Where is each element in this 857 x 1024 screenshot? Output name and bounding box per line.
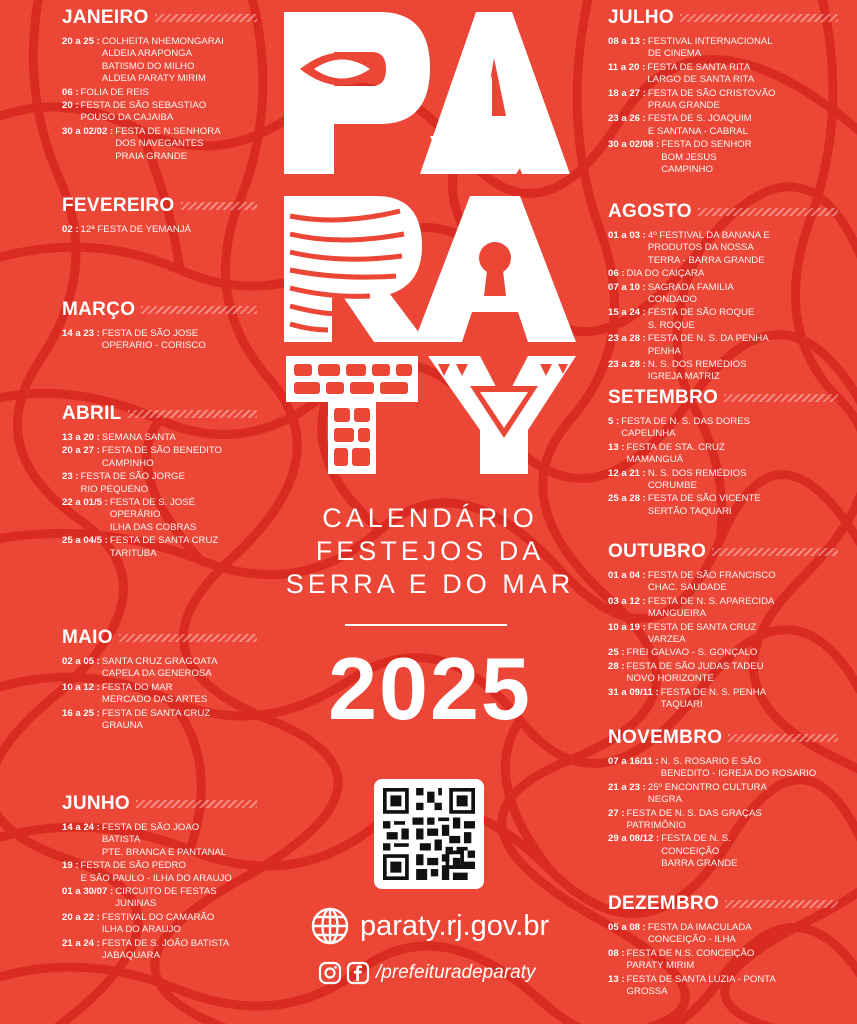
event-date: 5 :	[608, 416, 620, 427]
month-title-decoration	[136, 800, 257, 808]
event-date: 18 a 27 :	[608, 87, 646, 99]
event-item	[608, 622, 848, 647]
headline-line-1: CALENDÁRIO	[322, 503, 538, 533]
month-title	[608, 200, 848, 224]
event-date: 03 a 12 :	[608, 595, 646, 607]
event-item	[608, 661, 848, 686]
event-name: FESTA DE SÃO BENEDITO CAMPINHO	[101, 445, 223, 469]
event-name: FESTA DE N.SENHORA DOS NAVEGANTES PRAIA GRANDE	[115, 125, 221, 162]
event-date: 20 a 27 :	[62, 445, 100, 457]
event-list	[62, 224, 267, 236]
month-name: NOVEMBRO	[608, 727, 723, 748]
event-item	[62, 822, 267, 859]
event-date: 02 :	[62, 224, 79, 235]
event-item	[608, 833, 848, 870]
month-janeiro	[62, 6, 267, 164]
event-date: 22 a 01/5 :	[62, 497, 108, 509]
event-date: 14 a 24 :	[62, 822, 100, 833]
event-item	[62, 432, 267, 444]
event-name: FESTA DO MAR MERCADO DAS ARTES	[101, 681, 208, 706]
event-date: 16 a 25 :	[62, 707, 100, 719]
event-date: 27 :	[608, 807, 625, 819]
event-name: 12ª FESTA DE YEMANJÁ	[80, 224, 191, 235]
event-item	[608, 596, 848, 621]
event-date: 15 a 24 :	[608, 307, 646, 319]
event-list	[62, 328, 267, 353]
month-julho	[608, 6, 848, 177]
month-name: JANEIRO	[62, 7, 149, 28]
event-name: FESTA DE SANTA CRUZ VARZEA	[647, 621, 757, 646]
month-title	[608, 726, 848, 750]
event-list	[608, 570, 848, 711]
divider-line	[345, 624, 507, 626]
event-name: FOLIA DE REIS	[80, 86, 149, 98]
qr-code-icon	[383, 788, 475, 880]
headline-line-3: SERRA E DO MAR	[285, 569, 575, 599]
month-junho	[62, 792, 267, 963]
event-name: FESTA DE SÃO SEBASTIAO POUSO DA CAJAIBA	[80, 100, 207, 124]
event-name: FESTA DE S. JOAQUIM E SANTANA - CABRAL	[647, 113, 752, 137]
month-title-decoration	[155, 14, 257, 22]
event-list	[608, 756, 848, 871]
social-handle[interactable]: /prefeituradeparaty	[376, 962, 536, 983]
event-item	[62, 912, 267, 937]
event-name: FREI GALVAO - S. GONÇALO	[626, 647, 758, 659]
event-item	[608, 647, 848, 659]
calendar-headline	[280, 502, 580, 601]
headline-line-2: FESTEJOS DA	[315, 536, 545, 566]
month-title	[62, 792, 267, 816]
event-name: 25º ENCONTRO CULTURA NEGRA	[647, 781, 767, 806]
event-date: 07 a 10 :	[608, 281, 646, 293]
month-name: MARÇO	[62, 299, 136, 320]
event-item	[608, 974, 848, 999]
month-fevereiro	[62, 194, 267, 237]
event-date: 10 a 12 :	[62, 681, 100, 693]
event-name: DIA DO CAIÇARA	[626, 268, 705, 280]
event-list	[62, 36, 267, 163]
event-date: 23 :	[62, 471, 79, 483]
event-name: COLHEITA NHEMONGARAI ALDEIA ARAPONGA BATISMO DO MILHO ALDEIA PARATY MIRIM	[101, 36, 224, 85]
month-março	[62, 298, 267, 354]
event-item	[608, 139, 848, 176]
event-date: 13 :	[608, 441, 625, 453]
event-item	[608, 442, 848, 467]
month-title-decoration	[141, 306, 257, 314]
event-date: 30 a 02/08 :	[608, 139, 660, 151]
event-name: FESTA DE SÃO JOSE OPERARIO - CORISCO	[101, 328, 206, 352]
event-name: FESTA DE N. S. CONCEIÇÃO BARRA GRANDE	[661, 833, 738, 870]
event-date: 06 :	[62, 86, 79, 98]
month-outubro	[608, 540, 848, 712]
event-date: 23 a 26 :	[608, 113, 646, 125]
month-name: ABRIL	[62, 403, 122, 424]
event-list	[62, 656, 267, 732]
event-date: 13 a 20 :	[62, 432, 100, 443]
event-item	[608, 756, 848, 781]
event-name: FESTA DE N.S. CONCEIÇÃO PARATY MIRIM	[626, 947, 755, 972]
month-title	[62, 626, 267, 650]
event-name: FESTA DE SÃO CRISTOVÃO PRAIA GRANDE	[647, 87, 776, 112]
event-item	[608, 782, 848, 807]
event-item	[608, 230, 848, 267]
event-name: FESTA DE SÃO JORGE RIO PEQUENO	[80, 471, 185, 495]
paraty-logo	[280, 6, 580, 476]
event-item	[608, 570, 848, 595]
event-name: N. S. DOS REMÉDIOS IGREJA MATRIZ	[647, 359, 747, 383]
event-name: FESTA DE N. S. DA PENHA PENHA	[647, 333, 769, 357]
event-item	[608, 268, 848, 280]
event-item	[62, 535, 267, 560]
event-item	[608, 307, 848, 332]
event-date: 20 a 25 :	[62, 36, 100, 47]
event-item	[62, 126, 267, 163]
event-item	[608, 62, 848, 87]
month-name: JUNHO	[62, 793, 131, 814]
event-item	[608, 282, 848, 307]
event-name: FESTA DE SANTA RITA LARGO DE SANTA RITA	[647, 61, 755, 86]
event-name: FESTIVAL DO CAMARÃO ILHA DO ARAUJO	[101, 911, 215, 936]
event-name: FESTA DA IMACULADA CONCEIÇÃO - ILHA	[647, 922, 752, 946]
month-title-decoration	[181, 202, 258, 210]
event-name: FESTIVAL INTERNACIONAL DE CINEMA	[647, 36, 773, 60]
event-item	[62, 497, 267, 534]
event-name: SANTA CRUZ GRAGOATA CAPELA DA GENEROSA	[101, 656, 218, 680]
event-item	[608, 113, 848, 138]
month-name: AGOSTO	[608, 201, 692, 222]
event-date: 08 :	[608, 947, 625, 959]
event-date: 23 a 28 :	[608, 359, 646, 371]
event-date: 12 a 21 :	[608, 467, 646, 479]
month-name: DEZEMBRO	[608, 893, 720, 914]
event-name: FESTA DE SANTA CRUZ GRAUNA	[101, 707, 211, 732]
month-name: MAIO	[62, 627, 113, 648]
month-title-decoration	[728, 734, 838, 742]
month-novembro	[608, 726, 848, 872]
event-name: N. S. DOS REMÉDIOS CORUMBE	[647, 467, 747, 492]
event-date: 02 a 05 :	[62, 656, 100, 667]
event-name: FESTA DE SÃO PEDRO E SÃO PAULO - ILHA DO ARAUJO	[80, 860, 232, 884]
event-name: FESTA DE N. S. APARECIDA MANGUEIRA	[647, 595, 775, 620]
event-date: 08 a 13 :	[608, 36, 646, 47]
month-title-decoration	[680, 14, 838, 22]
website-link[interactable]: paraty.rj.gov.br	[360, 909, 550, 942]
event-date: 01 a 30/07 :	[62, 886, 114, 898]
event-item	[62, 471, 267, 496]
event-item	[62, 100, 267, 125]
event-name: FESTA DE S. JOSÉ OPERÁRIO ILHA DAS COBRAS	[109, 497, 197, 533]
event-name: FESTA DE SANTA LUZIA - PONTA GROSSA	[626, 973, 776, 998]
event-name: SEMANA SANTA	[101, 432, 176, 443]
event-date: 25 a 04/5 :	[62, 535, 108, 547]
event-date: 20 a 22 :	[62, 911, 100, 923]
event-item	[608, 36, 848, 61]
event-item	[62, 938, 267, 963]
event-name: FESTA DE SANTA CRUZ TARITUBA	[109, 535, 219, 559]
event-item	[62, 656, 267, 681]
event-item	[608, 493, 848, 518]
social-row[interactable]	[318, 958, 558, 988]
globe-icon	[310, 906, 350, 946]
event-name: FESTA DE S. JOÃO BATISTA JABAQUARA	[101, 937, 230, 962]
event-name: FESTA DE N. S. DAS DORES CAPELINHA	[621, 416, 751, 440]
event-item	[62, 708, 267, 733]
month-title-decoration	[725, 900, 838, 908]
event-date: 11 a 20 :	[608, 61, 646, 73]
event-name: FESTA DO SENHOR BOM JESUS CAMPINHO	[661, 139, 752, 176]
month-name: JULHO	[608, 7, 674, 28]
event-item	[62, 886, 267, 911]
event-list	[608, 922, 848, 998]
event-name: CIRCUITO DE FESTAS JUNINAS	[115, 886, 217, 910]
event-name: 4º FESTIVAL DA BANANA E PRODUTOS DA NOSSA TERRA - BARRA GRANDE	[647, 230, 770, 266]
event-name: SAGRADA FAMILIA CONDADO	[647, 281, 734, 306]
month-title	[608, 6, 848, 30]
event-name: FESTA DE SÃO FRANCISCO CHAC. SAUDADE	[647, 570, 776, 594]
website-row[interactable]	[310, 904, 560, 948]
year-title: 2025	[328, 639, 532, 738]
event-item	[62, 682, 267, 707]
event-item	[608, 468, 848, 493]
event-item	[608, 88, 848, 113]
event-item	[608, 416, 848, 441]
event-date: 06 :	[608, 268, 625, 280]
event-date: 29 a 08/12 :	[608, 833, 660, 845]
month-title	[62, 402, 267, 426]
event-date: 10 a 19 :	[608, 621, 646, 633]
event-name: FESTA DE SÃO JUDAS TADEU NOVO HORIZONTE	[626, 660, 764, 685]
event-item	[62, 87, 267, 99]
event-name: FESTA DE SÃO ROQUE S. ROQUE	[647, 307, 755, 331]
month-name: SETEMBRO	[608, 387, 719, 408]
event-item	[608, 808, 848, 833]
month-title	[608, 892, 848, 916]
month-title-decoration	[712, 548, 838, 556]
event-date: 19 :	[62, 860, 79, 872]
event-item	[608, 922, 848, 947]
month-title-decoration	[698, 208, 838, 216]
month-title-decoration	[128, 410, 257, 418]
month-title	[62, 6, 267, 30]
event-name: FESTA DE N. S. PENHA TAQUARI	[660, 686, 767, 711]
event-date: 31 a 09/11 :	[608, 686, 659, 698]
event-item	[62, 860, 267, 885]
month-title	[608, 386, 848, 410]
event-name: FESTA DE SÃO JOAO BATISTA PTE. BRANCA E PANTANAL	[101, 822, 227, 858]
event-date: 13 :	[608, 973, 625, 985]
month-title	[608, 540, 848, 564]
event-item	[62, 36, 267, 86]
event-list	[62, 822, 267, 962]
event-list	[608, 36, 848, 176]
event-name: N. S. ROSARIO E SÃO BENEDITO - IGREJA DO ROSARIO	[660, 756, 817, 780]
event-list	[608, 230, 848, 384]
event-date: 20 :	[62, 100, 79, 112]
event-name: FESTA DE SÃO VICENTE SERTÃO TAQUARI	[647, 493, 761, 517]
event-item	[62, 224, 267, 236]
event-name: FESTA DE STA. CRUZ MAMANGUÁ	[626, 441, 725, 466]
month-name: FEVEREIRO	[62, 195, 175, 216]
month-setembro	[608, 386, 848, 519]
month-maio	[62, 626, 267, 733]
event-date: 21 a 23 :	[608, 781, 646, 793]
event-item	[608, 948, 848, 973]
month-name: OUTUBRO	[608, 541, 707, 562]
event-item	[608, 359, 848, 384]
facebook-icon[interactable]	[346, 961, 370, 985]
event-item	[62, 328, 267, 353]
event-date: 01 a 04 :	[608, 570, 646, 581]
event-date: 25 :	[608, 647, 625, 659]
event-item	[608, 333, 848, 358]
event-date: 01 a 03 :	[608, 230, 646, 241]
month-abril	[62, 402, 267, 561]
month-title-decoration	[119, 634, 257, 642]
month-title	[62, 298, 267, 322]
event-date: 07 a 16/11 :	[608, 756, 659, 767]
instagram-icon[interactable]	[318, 961, 342, 985]
event-date: 05 a 08 :	[608, 922, 646, 933]
month-title-decoration	[724, 394, 838, 402]
event-item	[62, 445, 267, 470]
month-dezembro	[608, 892, 848, 999]
event-date: 25 a 28 :	[608, 493, 646, 505]
event-date: 30 a 02/02 :	[62, 125, 114, 137]
event-date: 21 a 24 :	[62, 937, 100, 949]
qr-code[interactable]	[374, 779, 484, 889]
event-item	[608, 687, 848, 712]
event-list	[608, 416, 848, 518]
month-title	[62, 194, 267, 218]
event-date: 23 a 28 :	[608, 333, 646, 345]
event-date: 28 :	[608, 660, 625, 672]
month-agosto	[608, 200, 848, 385]
event-date: 14 a 23 :	[62, 328, 100, 339]
event-list	[62, 432, 267, 560]
event-name: FESTA DE N. S. DAS GRAÇAS PATRIMÔNIO	[626, 807, 762, 832]
